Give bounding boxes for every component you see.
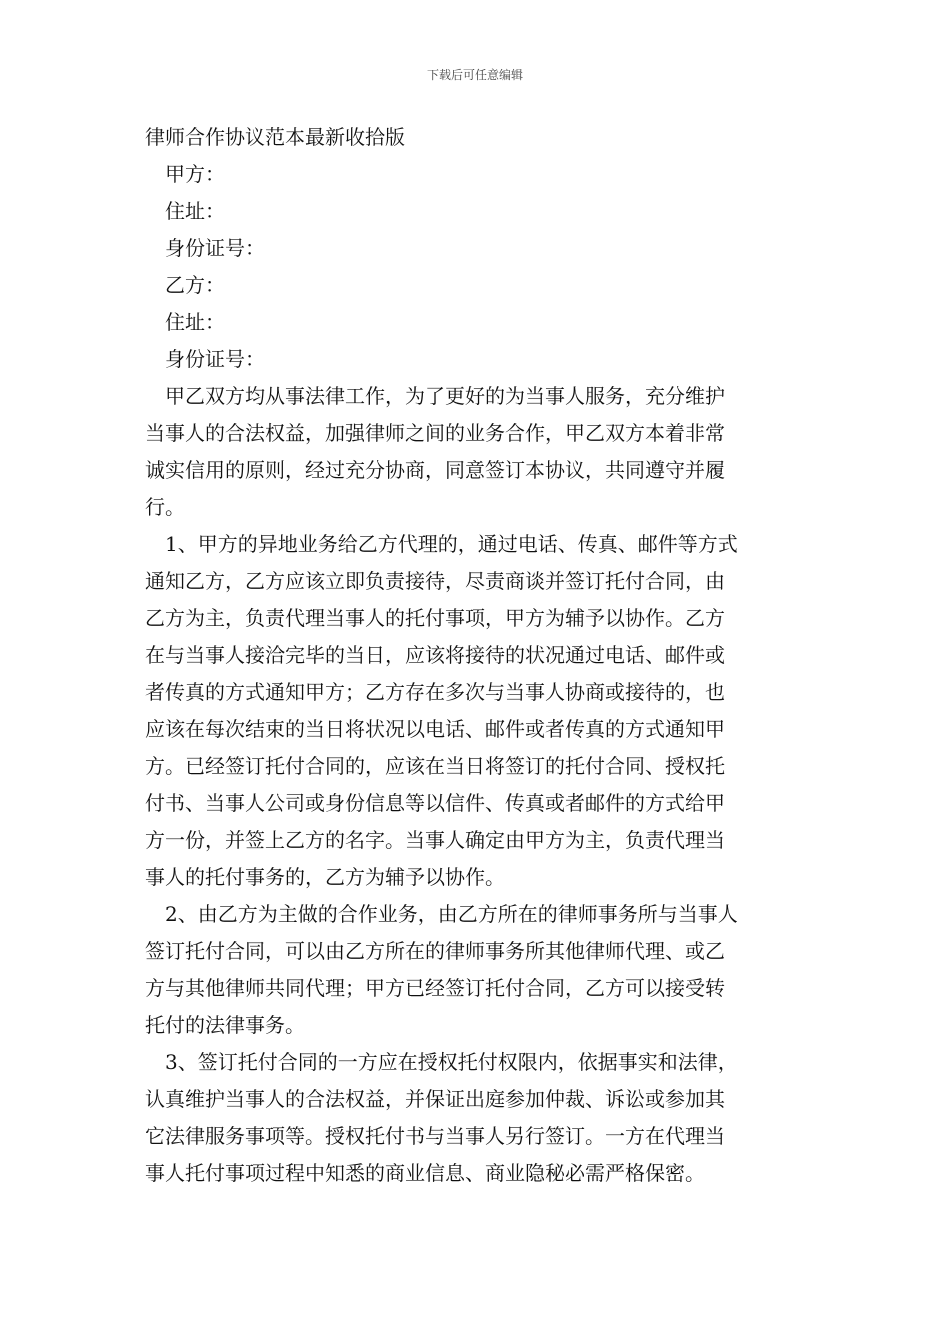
paragraph-line: 诚实信用的原则，经过充分协商，同意签订本协议，共同遵守并履 xyxy=(145,458,725,482)
document-body xyxy=(145,119,810,1192)
preamble-paragraph xyxy=(145,378,810,526)
paragraph-line: 签订托付合同，可以由乙方所在的律师事务所其他律师代理、或乙 xyxy=(145,939,725,963)
party-b-label: 乙方： xyxy=(165,273,225,297)
paragraph-line: 行。 xyxy=(145,495,185,519)
page-header: 下载后可任意编辑 xyxy=(426,68,523,82)
party-a-label: 甲方： xyxy=(165,162,225,186)
clause-3-paragraph xyxy=(145,1044,810,1192)
paragraph-line: 付书、当事人公司或身份信息等以信件、传真或者邮件的方式给甲 xyxy=(145,791,725,815)
clause-2-paragraph xyxy=(145,896,810,1044)
paragraph-line: 甲乙双方均从事法律工作，为了更好的为当事人服务，充分维护 xyxy=(165,384,725,408)
paragraph-line: 方一份，并签上乙方的名字。当事人确定由甲方为主，负责代理当 xyxy=(145,828,725,852)
paragraph-line: 托付的法律事务。 xyxy=(145,1013,305,1037)
clause-1-paragraph xyxy=(145,526,810,896)
paragraph-line: 事人的托付事务的，乙方为辅予以协作。 xyxy=(145,865,505,889)
paragraph-line: 2、由乙方为主做的合作业务，由乙方所在的律师事务所与当事人 xyxy=(165,902,738,926)
paragraph-line: 1、甲方的异地业务给乙方代理的，通过电话、传真、邮件等方式 xyxy=(165,532,738,556)
party-b-id-label: 身份证号： xyxy=(165,347,265,371)
party-b-address-label: 住址： xyxy=(165,310,225,334)
paragraph-line: 它法律服务事项等。授权托付书与当事人另行签订。一方在代理当 xyxy=(145,1124,725,1148)
paragraph-line: 者传真的方式通知甲方；乙方存在多次与当事人协商或接待的，也 xyxy=(145,680,725,704)
paragraph-line: 通知乙方，乙方应该立即负责接待，尽责商谈并签订托付合同，由 xyxy=(145,569,725,593)
paragraph-line: 事人托付事项过程中知悉的商业信息、商业隐秘必需严格保密。 xyxy=(145,1161,705,1185)
paragraph-line: 应该在每次结束的当日将状况以电话、邮件或者传真的方式通知甲 xyxy=(145,717,725,741)
party-a-address-label: 住址： xyxy=(165,199,225,223)
document-title: 律师合作协议范本最新收拾版 xyxy=(145,125,405,149)
paragraph-line: 方。已经签订托付合同的，应该在当日将签订的托付合同、授权托 xyxy=(145,754,725,778)
paragraph-line: 方与其他律师共同代理；甲方已经签订托付合同，乙方可以接受转 xyxy=(145,976,725,1000)
paragraph-line: 在与当事人接洽完毕的当日，应该将接待的状况通过电话、邮件或 xyxy=(145,643,725,667)
paragraph-line: 乙方为主，负责代理当事人的托付事项，甲方为辅予以协作。乙方 xyxy=(145,606,725,630)
paragraph-line: 3、签订托付合同的一方应在授权托付权限内，依据事实和法律， xyxy=(165,1050,738,1074)
paragraph-line: 当事人的合法权益，加强律师之间的业务合作，甲乙双方本着非常 xyxy=(145,421,725,445)
party-a-id-label: 身份证号： xyxy=(165,236,265,260)
paragraph-line: 认真维护当事人的合法权益，并保证出庭参加仲裁、诉讼或参加其 xyxy=(145,1087,725,1111)
